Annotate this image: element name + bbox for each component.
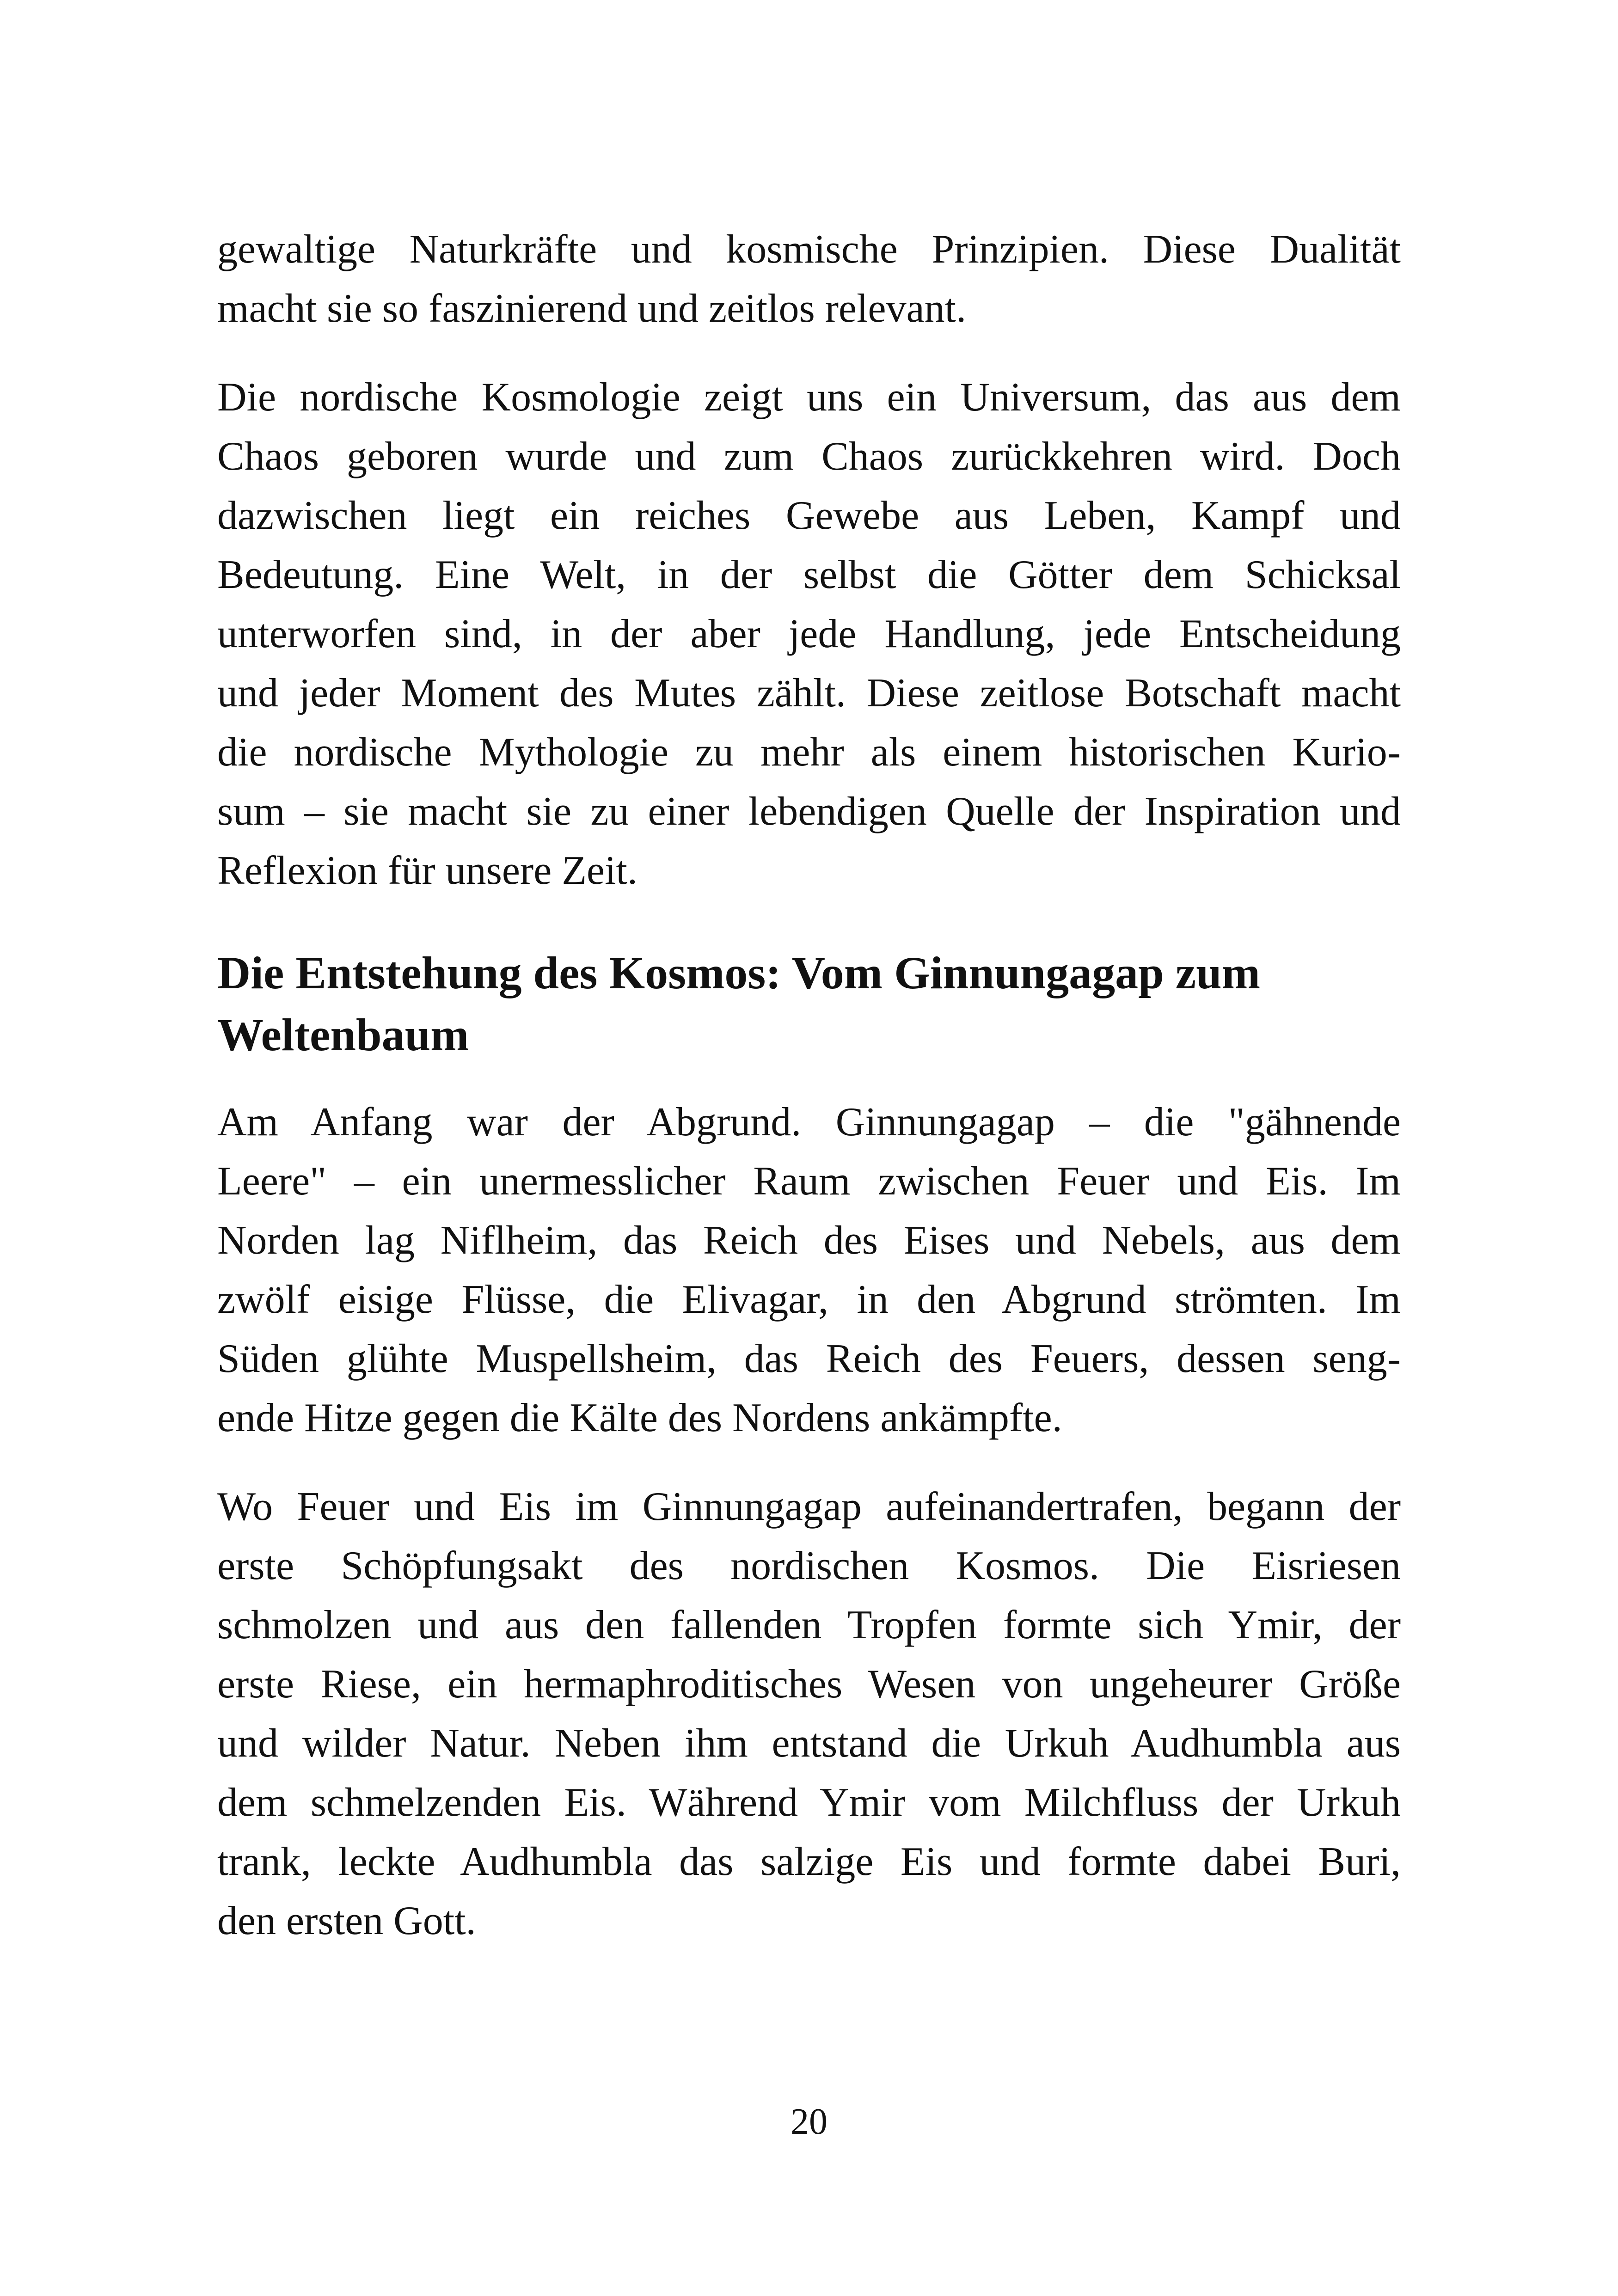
- paragraph-line: den ersten Gott.: [217, 1898, 476, 1943]
- paragraph-line: schmolzen und aus den fallenden Tropfen formte sich Ymir, der: [217, 1603, 1401, 1647]
- paragraph-line: und jeder Moment des Mutes zählt. Diese zeitlose Botschaft macht: [217, 671, 1401, 716]
- paragraph-line: ende Hitze gegen die Kälte des Nordens ankämpfte.: [217, 1396, 1062, 1440]
- paragraph-4: [217, 1477, 1401, 1951]
- paragraph-line: und wilder Natur. Neben ihm entstand die Urkuh Audhumbla aus: [217, 1721, 1401, 1766]
- paragraph-line: Süden glühte Muspellsheim, das Reich des Feuers, dessen seng-: [217, 1336, 1401, 1381]
- paragraph-3: [217, 1093, 1401, 1448]
- paragraph-line: Die nordische Kosmologie zeigt uns ein Universum, das aus dem: [217, 375, 1401, 420]
- paragraph-line: Norden lag Niflheim, das Reich des Eises und Nebels, aus dem: [217, 1218, 1401, 1263]
- paragraph-line: dem schmelzenden Eis. Während Ymir vom Milchfluss der Urkuh: [217, 1780, 1401, 1825]
- paragraph-line: macht sie so faszinierend und zeitlos relevant.: [217, 286, 967, 331]
- paragraph-line: erste Riese, ein hermaphroditisches Wesen von ungeheurer Größe: [217, 1662, 1401, 1707]
- paragraph-line: zwölf eisige Flüsse, die Elivagar, in den Abgrund strömten. Im: [217, 1277, 1401, 1322]
- paragraph-line: Chaos geboren wurde und zum Chaos zurückkehren wird. Doch: [217, 434, 1401, 479]
- paragraph-2: [217, 368, 1401, 900]
- paragraph-line: gewaltige Naturkräfte und kosmische Prinzipien. Diese Dualität: [217, 227, 1401, 272]
- paragraph-line: die nordische Mythologie zu mehr als einem historischen Kurio-: [217, 730, 1401, 775]
- paragraph-line: Bedeutung. Eine Welt, in der selbst die Götter dem Schicksal: [217, 552, 1401, 597]
- section-heading: [217, 942, 1419, 1066]
- page-number: 20: [791, 2101, 827, 2142]
- paragraph-line: trank, leckte Audhumbla das salzige Eis und formte dabei Buri,: [217, 1839, 1401, 1884]
- heading-line: Weltenbaum: [217, 1009, 469, 1060]
- paragraph-line: Leere" – ein unermesslicher Raum zwischen Feuer und Eis. Im: [217, 1159, 1401, 1204]
- paragraph-line: dazwischen liegt ein reiches Gewebe aus Leben, Kampf und: [217, 493, 1401, 538]
- paragraph-line: Reflexion für unsere Zeit.: [217, 848, 638, 893]
- heading-line: Die Entstehung des Kosmos: Vom Ginnungagap zum: [217, 947, 1261, 998]
- paragraph-line: Wo Feuer und Eis im Ginnungagap aufeinandertrafen, begann der: [217, 1484, 1401, 1529]
- paragraph-1: [217, 220, 1401, 338]
- paragraph-line: erste Schöpfungsakt des nordischen Kosmos. Die Eisriesen: [217, 1543, 1401, 1588]
- paragraph-line: Am Anfang war der Abgrund. Ginnungagap – die "gähnende: [217, 1100, 1401, 1145]
- paragraph-line: sum – sie macht sie zu einer lebendigen Quelle der Inspiration und: [217, 789, 1401, 834]
- paragraph-line: unterworfen sind, in der aber jede Handlung, jede Entscheidung: [217, 612, 1401, 656]
